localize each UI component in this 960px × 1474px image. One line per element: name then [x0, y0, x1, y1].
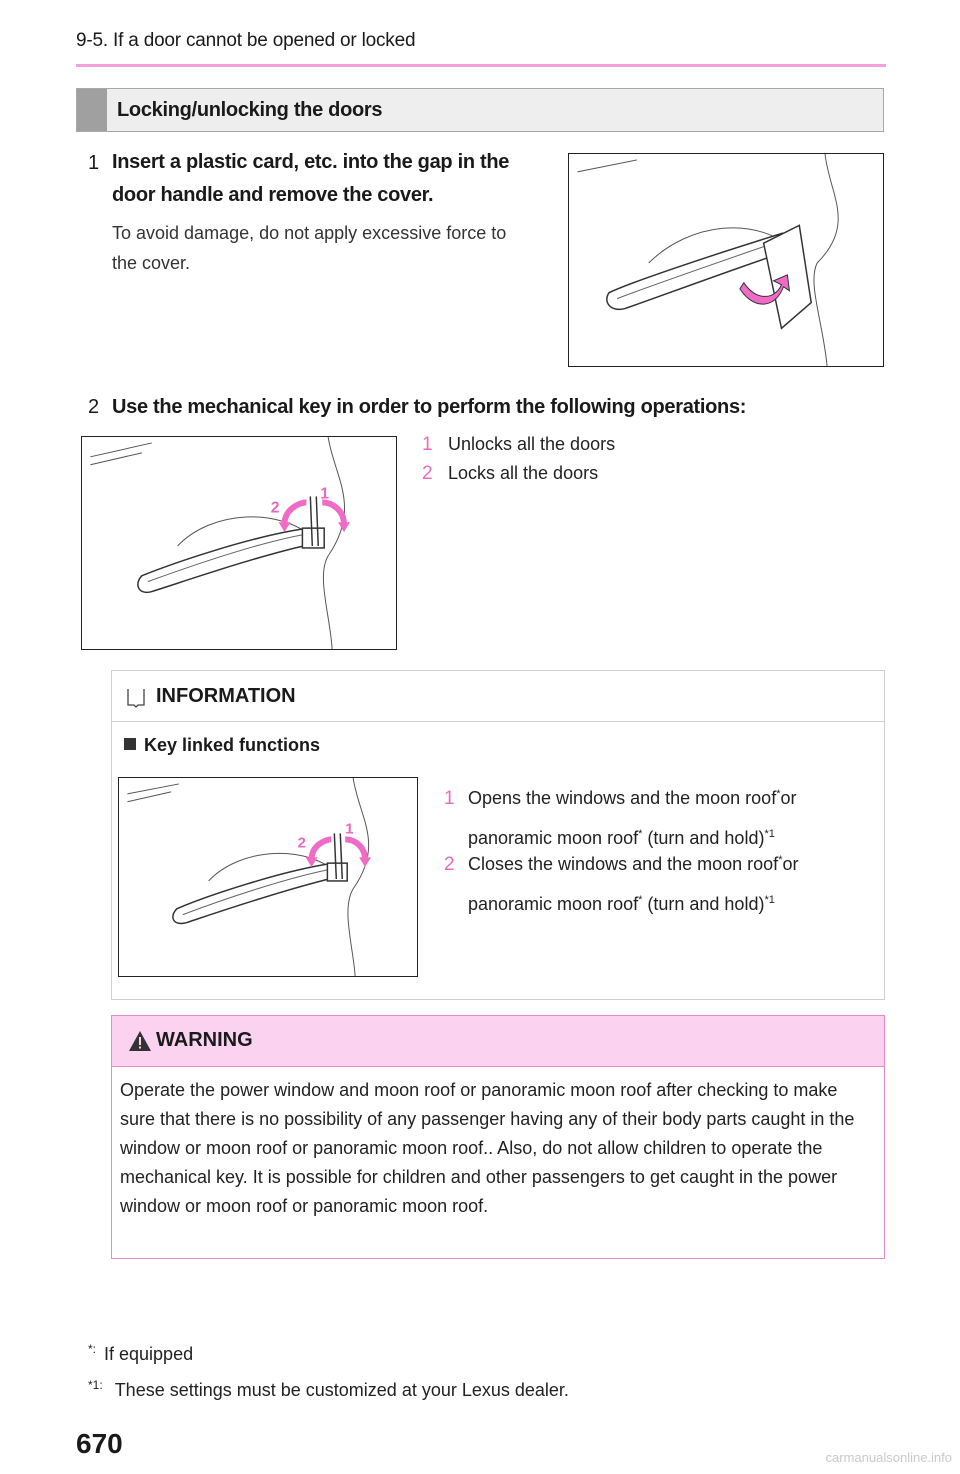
footnote-star-mark: *: [776, 788, 781, 800]
information-item-1-line1b: or: [780, 788, 797, 808]
linked-figure-label-2: 2: [297, 835, 306, 852]
step-2-item-1-label: Unlocks all the doors: [448, 434, 616, 454]
information-item-2-line1a: Closes the windows and the moon roof: [468, 854, 779, 874]
figure-key-operations: [81, 436, 397, 650]
information-item-1-number: 1: [444, 788, 455, 809]
header-rule: [76, 64, 886, 67]
linked-figure-label-1: 1: [345, 821, 354, 838]
footnote-2-text: These settings must be customized at your Lexus dealer.: [114, 1380, 569, 1400]
information-title: INFORMATION: [156, 685, 296, 707]
step-2-item-1: [422, 434, 615, 456]
information-header: [112, 671, 884, 722]
step-1-text: [112, 146, 509, 212]
door-handle-key-linked-illustration: [119, 778, 417, 976]
warning-box: [111, 1015, 885, 1259]
footnote-1-sep: :: [92, 1342, 97, 1356]
warning-header: [112, 1016, 884, 1067]
square-bullet-icon: [124, 738, 136, 750]
footnote-1: [88, 1342, 193, 1365]
footnote-star1-mark: *1: [764, 894, 775, 906]
section-heading-stripe: [77, 89, 107, 131]
step-2-number: 2: [88, 396, 100, 418]
footnote-star1-mark: *1: [764, 828, 775, 840]
step-1-note-line-2: the cover.: [112, 253, 191, 273]
book-icon: [126, 687, 146, 709]
figure-key-linked: [118, 777, 418, 977]
footnote-star-mark: *: [638, 828, 643, 840]
information-box: [111, 670, 885, 1000]
warning-title: WARNING: [156, 1029, 253, 1051]
footnote-2: [88, 1378, 569, 1401]
watermark: carmanualsonline.info: [825, 1450, 952, 1465]
step-1-number: 1: [88, 152, 100, 174]
section-heading-title: Locking/unlocking the doors: [117, 99, 383, 121]
figure-remove-cover: [568, 153, 884, 367]
step-1-line-2: door handle and remove the cover.: [112, 184, 434, 206]
step-1-line-1: Insert a plastic card, etc. into the gap in the: [112, 151, 510, 173]
door-handle-cover-illustration: [569, 154, 883, 366]
step-1-note: [112, 218, 506, 278]
warning-triangle-icon: [128, 1030, 152, 1052]
figure-label-2: 2: [270, 499, 280, 517]
information-item-2: [444, 843, 874, 923]
step-2-item-2-number: 2: [422, 463, 433, 484]
step-2-item-2-label: Locks all the doors: [448, 463, 599, 483]
information-item-1-line1a: Opens the windows and the moon roof: [468, 788, 777, 808]
information-subtitle-row: [124, 735, 320, 756]
step-2-item-2: [422, 463, 598, 485]
step-1-note-line-1: To avoid damage, do not apply excessive force to: [112, 223, 507, 243]
footnote-2-mark: *1: [88, 1378, 100, 1392]
step-2-item-1-number: 1: [422, 434, 433, 455]
section-heading: [76, 88, 884, 132]
page-number: 670: [76, 1428, 123, 1459]
footnote-star-mark: *: [638, 894, 643, 906]
door-handle-key-illustration: [82, 437, 396, 649]
information-subtitle: Key linked functions: [144, 735, 321, 755]
footnote-2-sep: :: [99, 1378, 103, 1392]
header-section-title: 9-5. If a door cannot be opened or locked: [76, 30, 416, 51]
warning-body: Operate the power window and moon roof or panoramic moon roof after checking to make sure that there is no possibility of any passenger having any of their body parts caught in the window or moon roof or panoramic moon roof.. Also, do not allow children to operate the mechanical key. It is possible for children and other passengers to get caught in the power window or moon roof or panoramic moon roof.: [120, 1080, 855, 1216]
footnote-1-text: If equipped: [104, 1344, 194, 1364]
step-2-text: Use the mechanical key in order to perform the following operations:: [112, 396, 747, 418]
footnote-star-mark: *: [778, 854, 783, 866]
information-item-2-line1b: or: [782, 854, 799, 874]
information-item-1-line2a: panoramic moon roof: [468, 828, 639, 848]
information-item-2-line2b: (turn and hold): [642, 894, 765, 914]
information-item-2-number: 2: [444, 854, 455, 875]
figure-label-1: 1: [320, 485, 330, 503]
information-item-1-line2b: (turn and hold): [642, 828, 765, 848]
footnote-1-mark: *: [88, 1342, 93, 1356]
information-item-2-line2a: panoramic moon roof: [468, 894, 639, 914]
